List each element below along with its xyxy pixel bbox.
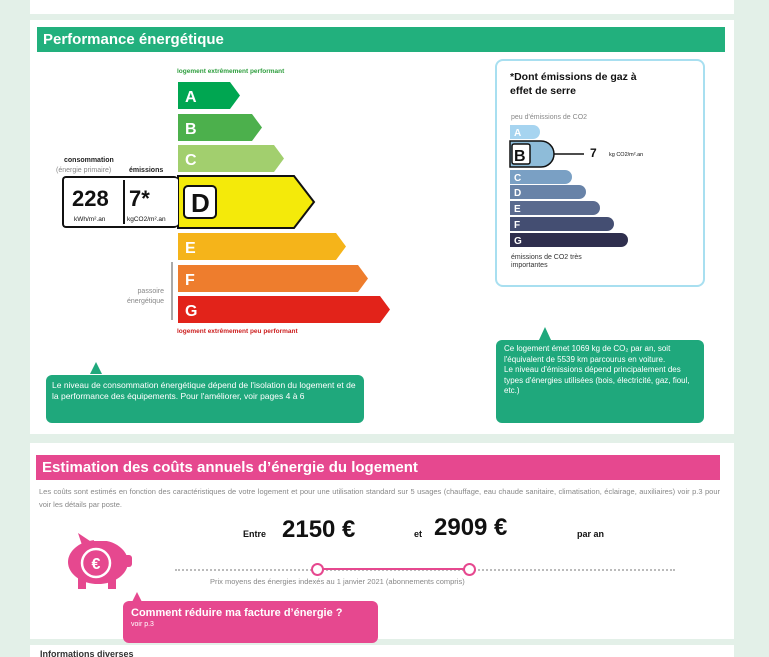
ges-class-letter-a: A [514,128,522,139]
svg-text:€: € [91,556,101,573]
ges-bubble-pointer [539,327,551,340]
energy-class-letter-c: C [185,152,197,169]
ges-class-bar-f [510,217,614,231]
ges-class-bar-g [510,233,628,247]
ges-top-label: peu d'émissions de CO2 [511,114,588,121]
energy-class-letter-g: G [185,303,198,320]
emissions-label: émissions [129,167,164,174]
next-section-title: Informations diverses [40,649,134,657]
reduce-bill-title: Comment réduire ma facture d’énergie ? [131,607,343,619]
energy-class-arrow-g [178,296,390,323]
ges-class-letter-c: C [514,173,522,184]
ges-bubble [496,340,704,423]
ges-bubble-text-1: Ce logement émet 1069 kg de CO₂ par an, soit l'équivalent de 5539 km parcourus en voiture. [504,344,671,364]
energy-class-letter-b: B [185,121,197,138]
energy-top-label: logement extrêmement performant [177,68,285,75]
primary-energy-label: (énergie primaire) [56,167,112,174]
ges-bottom-label: émissions de CO2 très importantes [511,254,582,269]
ges-title: *Dont émissions de gaz à effet de serre [510,71,637,97]
energy-class-letter-e: E [185,240,196,257]
energy-bubble: Le niveau de consommation énergétique dépend de l'isolation du logement et de la performance des équipements. Pour l'améliorer, voir pages 4 à 6 [46,375,364,423]
consumption-value: 228 [72,186,109,211]
min-cost-value: 2150 € [282,516,356,543]
ges-class-letter-e: E [514,204,521,215]
costs-description: Les coûts sont estimés en fonction des caractéristiques de votre logement et pour une utilisation standard sur 5 usages (chauffage, eau chaude sanitaire, climatisation, éclairage, auxiliaires) voir p.3 pour voir les détails par poste. [39,487,720,509]
costs-section-title: Estimation des coûts annuels d’énergie du logement [36,455,720,480]
energy-class-letter-d: D [191,188,210,218]
reduce-bill-button[interactable] [123,601,378,643]
ges-value: 7 [590,146,597,160]
ges-class-letter-b: B [514,148,526,165]
per-year-label: par an [577,529,605,539]
max-cost-value: 2909 € [434,514,508,541]
emissions-unit: kgCO2/m².an [127,216,166,223]
piggy-bank-icon [58,527,138,593]
range-fill [316,568,469,570]
energy-class-letter-a: A [185,89,197,106]
ges-class-bar-d [510,185,586,199]
ges-class-letter-g: G [514,236,522,247]
ges-class-bar-e [510,201,600,215]
energy-bubble-pointer [90,362,102,374]
next-section-card [30,645,734,657]
range-min-handle [311,563,324,576]
range-max-handle [463,563,476,576]
ges-class-letter-f: F [514,220,521,231]
ges-class-letter-d: D [514,188,522,199]
ges-bubble-text-2: Le niveau d'émissions dépend principalement des types d'énergies utilisées (bois, électricité, gaz, fioul, etc.) [504,365,690,395]
and-label: et [414,529,423,539]
consumption-unit: kWh/m².an [74,216,106,223]
prices-note: Prix moyens des énergies indexés au 1 janvier 2021 (abonnements compris) [210,577,465,586]
energy-bottom-label: logement extrêmement peu performant [177,328,298,335]
energy-section-title: Performance énergétique [37,27,725,52]
consumption-label: consommation [64,157,114,164]
ges-scale [0,0,769,300]
passoire-label: passoire énergétique [127,288,164,305]
energy-class-letter-f: F [185,272,195,289]
emissions-value: 7* [129,186,150,211]
ges-unit: kg CO2/m².an [609,152,644,158]
between-label: Entre [243,529,267,539]
reduce-bill-subtitle: voir p.3 [131,621,154,628]
